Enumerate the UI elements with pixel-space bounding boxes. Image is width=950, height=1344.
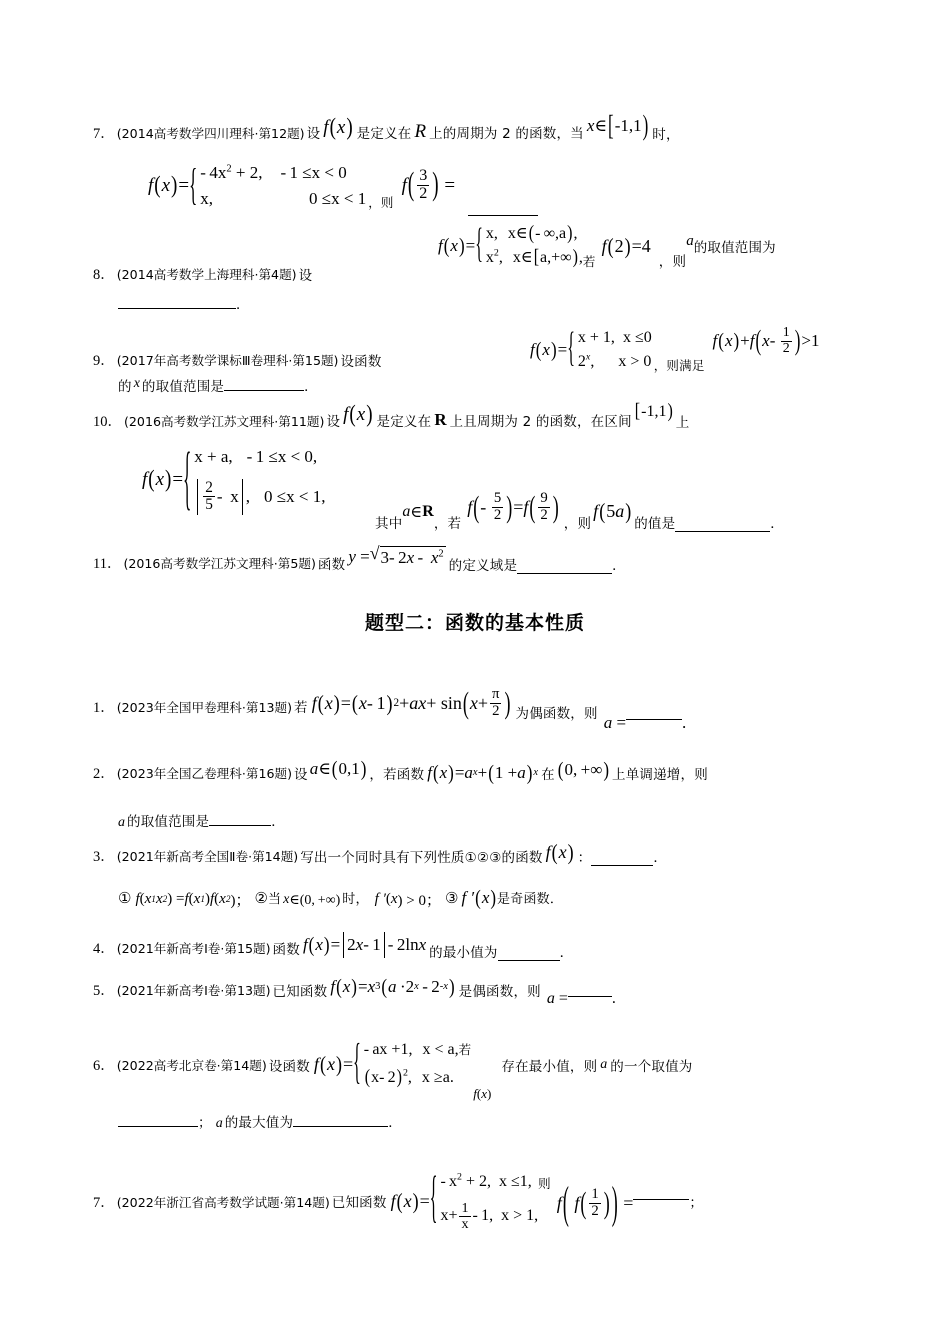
expr-fx-equals: f ( x ) = xyxy=(142,465,184,493)
problem-8 xyxy=(93,263,312,284)
piece-row1-cond: x < a, xyxy=(422,1041,459,1058)
piece-row2-expr: (x- 2)$^2$, xyxy=(364,1066,412,1089)
piecewise-definition: { - $4x^2 + 2$, - 1 ≤x < 0 x, 0 ≤x < 1 xyxy=(189,160,366,211)
problem-number: 11． xyxy=(93,556,122,572)
piecewise-definition: { x, x∈(- ∞,a), $x^2$, x∈[a,+∞), xyxy=(475,222,583,268)
expr-condition: f ( 2 ) =4 xyxy=(601,232,651,258)
problem-s2-6 xyxy=(93,1036,693,1101)
text-lead: 已知函数 xyxy=(331,1195,387,1212)
problem-9-line2 xyxy=(118,375,318,396)
text-mid: 为偶函数，则 xyxy=(515,706,598,722)
text-mid: 存在最小值，则 xyxy=(501,1058,598,1075)
answer-var-a: a = . xyxy=(546,990,616,1007)
problem-source: (2021年新高考Ⅰ卷·第13题) xyxy=(116,983,271,998)
text-tail: 的定义域是 xyxy=(448,558,518,574)
piece-row2-expr: $x^2$, xyxy=(485,247,503,266)
problem-number: 7． xyxy=(93,125,115,142)
period: ． xyxy=(236,297,250,313)
expr-ask-f5a: f ( 5 a ) xyxy=(593,497,632,523)
text-lead: 设 xyxy=(306,126,321,142)
text-lead: 若 xyxy=(294,700,308,716)
piece-row1-cond: - 1 ≤x < 0, xyxy=(246,447,318,466)
text-mid2: 上的周期为 2 的函数，当 xyxy=(429,126,584,142)
var-a: a xyxy=(215,1116,223,1131)
piece-row1-cond: - 1 ≤x < 0 xyxy=(280,163,347,182)
period: ． xyxy=(388,1115,402,1131)
text-mid1: 是定义在 xyxy=(376,414,432,430)
problem-source: (2016高考数学江苏文理科·第5题) xyxy=(123,556,316,571)
piece-row2-cond: x∈[a,+∞), xyxy=(512,246,583,268)
problem-8-formula xyxy=(438,222,776,270)
piece-row1-expr: - $4x^2 + 2$, xyxy=(200,163,263,182)
answer-blank[interactable] xyxy=(118,308,236,309)
text-tail: 的一个取值为 xyxy=(610,1058,693,1075)
answer-blank[interactable] xyxy=(498,960,560,961)
text-tail: 的最大值为 xyxy=(224,1115,294,1131)
piecewise-definition: { x + a, - 1 ≤x < 0, $\frac{2}{5}$ - x , 0 ≤x < 1, xyxy=(183,437,326,518)
text-where: 其中 xyxy=(375,516,403,532)
expr-fx-equals: f ( x ) = xyxy=(148,171,190,198)
piece-row2-expr: $\frac{2}{5}$ - x , xyxy=(194,477,250,518)
problem-s2-4 xyxy=(93,932,574,961)
piece-row2-expr: x, xyxy=(200,188,214,208)
answer-blank-1[interactable] xyxy=(118,1126,198,1127)
property-3-marker: ③ xyxy=(445,891,459,907)
expr-fx-equals: f ( x ) = xyxy=(438,233,476,258)
answer-blank[interactable] xyxy=(675,531,770,532)
expr-f-of-x: f ( x ) xyxy=(343,401,373,428)
problem-s2-5 xyxy=(93,974,616,1007)
expr-sqrt-function: y = √ 3- $2x - x^2$ xyxy=(348,543,444,567)
text-then: ，则 xyxy=(658,254,687,270)
problem-8-answer-line xyxy=(118,293,250,314)
piece-row1-cond: x ≤1, xyxy=(498,1173,532,1190)
piece-row1-expr: x + 1, xyxy=(577,329,615,346)
text-lead: 设 xyxy=(326,414,341,430)
text-lead: 设函数 xyxy=(340,353,382,370)
problem-s2-3 xyxy=(93,839,668,866)
piecewise-definition: { - $x^2 + 2$, x ≤1, x + $\frac{1}{x}$ - 1, x > 1, xyxy=(430,1168,538,1235)
problem-s2-2 xyxy=(93,756,708,784)
text-mid3: 上 xyxy=(675,415,690,431)
period: ． xyxy=(304,379,318,395)
piece-row1-cond: x∈(- ∞,a), xyxy=(507,222,578,244)
expr-fx-equals: f ( x ) = xyxy=(390,1188,430,1214)
problem-7 xyxy=(93,109,893,143)
problem-source: (2022年浙江省高考数学试题·第14题) xyxy=(116,1194,330,1210)
property-1-marker: ① xyxy=(118,891,132,907)
piece-row1-expr: x + a, xyxy=(194,447,233,466)
expr-interval: [ -1,1 ) xyxy=(634,400,673,422)
property-2-mid: 时， xyxy=(342,892,369,907)
text-then: ，则 xyxy=(563,516,592,532)
text-mid2: 在 xyxy=(541,767,555,783)
problem-10 xyxy=(93,400,690,431)
property-2-marker: ② xyxy=(254,891,268,907)
problem-9-formula xyxy=(530,326,820,374)
problem-source: (2021年新高考全国Ⅱ卷·第14题) xyxy=(116,849,299,864)
expr-f-of-x: f ( x ) xyxy=(545,839,574,865)
period: ． xyxy=(559,944,574,961)
problem-7-formula xyxy=(148,160,455,211)
problem-source: (2016高考数学江苏文理科·第11题) xyxy=(124,413,325,429)
property-3-expr: f ′ ( x ) xyxy=(461,885,497,910)
problem-source: (2014高考数学上海理科·第4题) xyxy=(116,267,297,282)
problem-10-formula xyxy=(142,437,326,518)
text-lead: 设函数 xyxy=(268,1058,310,1075)
piece-row2-cond: x ≥a. xyxy=(421,1069,454,1087)
expr-condition: f ( - $\frac{5}{2}$ ) = f ( $\frac{9}{2}$ ) xyxy=(467,489,559,524)
piece-row1-cond: x ≤0 xyxy=(622,329,652,346)
answer-blank[interactable] xyxy=(224,390,304,391)
problem-source: (2014高考数学四川理科·第12题) xyxy=(116,125,305,141)
expr-a-in-R: a ∈ R xyxy=(402,503,434,521)
symbol-R: R xyxy=(414,121,427,142)
problem-s2-1 xyxy=(93,685,687,732)
period: ． xyxy=(612,558,626,574)
property-2-cond: x ∈(0, +∞) xyxy=(283,892,341,908)
text-lead: 设 xyxy=(294,766,308,783)
problem-9 xyxy=(93,349,382,370)
text-tail: 的最小值为 xyxy=(429,944,498,961)
problem-number: 6． xyxy=(93,1058,115,1075)
piece-row2-expr: 2$^x$, xyxy=(577,351,595,370)
piece-row2-cond: x > 0 xyxy=(618,353,652,370)
expr-formula: f ( x ) = x 3 ( a ·2 x - 2 -x ) xyxy=(330,974,455,998)
problem-number: 2． xyxy=(93,766,115,782)
piece-row2-cond: 0 ≤x < 1 xyxy=(309,188,367,208)
answer-blank-2[interactable] xyxy=(293,1126,388,1127)
text-prefix: 的 xyxy=(118,379,132,395)
answer-blank[interactable] xyxy=(468,215,538,216)
text-then: ，则满足 xyxy=(653,358,705,373)
var-a: a xyxy=(600,1056,608,1072)
text-ruo: ，若 xyxy=(433,516,462,532)
text-lead: 函数 xyxy=(272,941,300,958)
problem-source: (2022高考北京卷·第14题) xyxy=(116,1058,267,1074)
text-mid2: 上且周期为 2 的函数，在区间 xyxy=(449,414,632,430)
piecewise-definition: { x + 1, x ≤0 2$^x$, x > 0 xyxy=(567,326,652,374)
text-mid3: 时， xyxy=(652,127,680,143)
symbol-R-bold: R xyxy=(434,410,447,429)
expr-inequality: f ( x ) + f ( x - $\frac{1}{2}$ ) >1 xyxy=(712,324,820,357)
var-a: a xyxy=(118,815,125,830)
text-tail: 的取值范围是 xyxy=(141,379,225,395)
problem-number: 5． xyxy=(93,983,115,999)
piece-row2-cond: 0 ≤x < 1, xyxy=(264,486,326,506)
problem-number: 1． xyxy=(93,699,115,716)
text-then: ，则 xyxy=(368,195,394,210)
piece-row2-expr: x + $\frac{1}{x}$ - 1, xyxy=(440,1200,494,1233)
problem-11 xyxy=(93,543,626,574)
expr-formula: f ( x ) = 2 x - 1 - 2ln x xyxy=(302,932,427,956)
problem-source: (2017年高考数学课标Ⅲ卷理科·第15题) xyxy=(116,353,339,368)
problem-s2-6-line2 xyxy=(118,1111,402,1132)
property-2-lead: 当 xyxy=(267,892,282,907)
expr-ask: f ( f ( $\frac{1}{2}$ ) ) = xyxy=(557,1187,690,1219)
period: ． xyxy=(770,516,784,532)
expr-fx-small: f ( x ) xyxy=(473,1085,492,1101)
text-tail: 的值是 xyxy=(634,516,676,532)
colon: ： xyxy=(577,850,592,866)
piecewise-definition: { - ax +1, x < a, (x- 2)$^2$, x ≥a. xyxy=(353,1036,459,1094)
property-3-tail: 是奇函数． xyxy=(497,892,564,907)
text-then: 则 xyxy=(538,1176,551,1191)
section-heading: 题型二：函数的基本性质 xyxy=(364,612,585,634)
expr-f-of-x: f ( x ) xyxy=(323,114,353,141)
expr-formula: f ( x ) = ( x - 1 ) 2 + ax + sin ( x + $\frac{\pi}{2}$ ) xyxy=(311,685,511,720)
problem-source: (2021年新高考Ⅰ卷·第15题) xyxy=(116,941,271,957)
expr-formula: f ( x ) = a x + ( 1 + a ) x xyxy=(427,760,539,784)
separator: ； xyxy=(198,1115,212,1131)
problem-s2-7 xyxy=(93,1168,703,1235)
piece-row1-expr: x, xyxy=(485,225,498,242)
semicolon: ； xyxy=(689,1195,704,1212)
expr-fx-equals: f ( x ) = xyxy=(313,1051,354,1077)
expr-interval: ( 0, +∞ ) xyxy=(557,757,609,781)
problem-number: 3． xyxy=(93,849,115,865)
var-a: a xyxy=(686,232,694,249)
problem-number: 10． xyxy=(93,413,122,430)
answer-blank[interactable] xyxy=(209,825,271,826)
problem-source: (2023年全国甲卷理科·第13题) xyxy=(116,699,292,715)
expr-domain: x ∈ [ -1,1 ) xyxy=(586,109,649,142)
property-1-expr: f ( x 1 x 2 ) = f ( x 1 ) f ( x 2 )； xyxy=(135,891,251,909)
problem-s2-2-line2 xyxy=(118,810,285,831)
text-mid1: ，若函数 xyxy=(369,767,425,783)
text-lead: 写出一个同时具有下列性质①②③的函数 xyxy=(300,849,543,866)
problem-number: 9． xyxy=(93,353,115,369)
text-tail: 的取值范围为 xyxy=(693,240,776,256)
problem-number: 4． xyxy=(93,941,115,958)
property-2-expr: f ′ ( x ) > 0； xyxy=(374,891,441,909)
expr-ask-f32: f ( $\frac{3}{2}$ ) = xyxy=(401,166,456,203)
text-lead: 函数 xyxy=(317,556,346,573)
var-x: x xyxy=(133,376,140,391)
text-mid3: 上单调递增，则 xyxy=(612,767,708,783)
text-tail: 的取值范围是 xyxy=(127,814,210,830)
period: ． xyxy=(271,814,285,830)
period: ． xyxy=(653,850,668,866)
answer-blank[interactable] xyxy=(517,573,612,574)
problem-s2-3-properties xyxy=(118,885,564,910)
text-ruo: 若 xyxy=(458,1042,472,1057)
answer-var-a: a = . xyxy=(603,713,687,732)
text-mid: 是偶函数，则 xyxy=(458,984,541,1000)
expr-fx-equals: f ( x ) = xyxy=(530,337,568,362)
answer-blank[interactable] xyxy=(591,865,653,866)
problem-number: 7． xyxy=(93,1194,115,1211)
text-lead: 设 xyxy=(298,267,313,284)
text-ruo: 若 xyxy=(582,254,596,269)
text-mid1: 是定义在 xyxy=(356,126,412,142)
piece-row1-expr: - ax +1, xyxy=(363,1041,413,1058)
problem-source: (2023年全国乙卷理科·第16题) xyxy=(116,766,292,781)
piece-row1-expr: - $x^2 + 2$, xyxy=(440,1171,491,1190)
expr-a-range: a ∈ ( 0,1 ) xyxy=(309,756,367,780)
problem-number: 8． xyxy=(93,267,115,283)
piece-row2-cond: x > 1, xyxy=(501,1207,539,1225)
problem-10-tail xyxy=(375,489,784,532)
text-lead: 已知函数 xyxy=(272,983,328,1000)
